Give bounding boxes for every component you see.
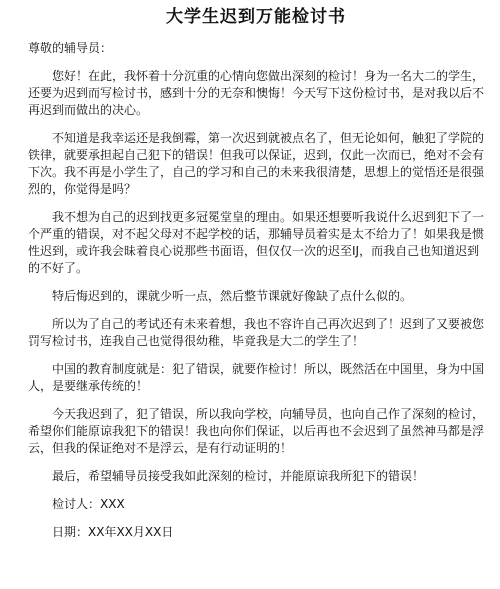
paragraph-6: 中国的教育制度就是：犯了错误，就要作检讨！所以，既然活在中国里，身为中国人，是要继承传统的！ <box>28 362 485 393</box>
paragraph-3: 我不想为自己的迟到找更多冠冕堂皇的理由。如果还想要听我说什么迟到犯下了一个严重的错误，对不起父母对不起学校的话，那辅导员着实是太不给力了！如果我是惯性迟到，或许我会昧着良心说那些书面语，但仅仅一次的迟至IJ，而我自己也知道迟到的不好了。 <box>28 210 485 275</box>
paragraph-2: 不知道是我幸运还是我倒霉，第一次迟到就被点名了，但无论如何，触犯了学院的铁律，就要承担起自己犯下的错误！但我可以保证，迟到，仅此一次而已，绝对不会有下次。我不再是小学生了，自己的学习和自己的未来我很清楚，思想上的觉悟还是很强烈的，你觉得是吗？ <box>28 131 485 196</box>
greeting: 尊敬的辅导员： <box>28 41 113 55</box>
date: 日期：XX年XX月XX日 <box>52 525 174 539</box>
signature: 检讨人：XXX <box>52 497 125 511</box>
paragraph-4: 特后悔迟到的，课就少听一点，然后整节课就好像缺了点什么似的。 <box>52 289 413 303</box>
paragraph-5: 所以为了自己的考试还有未来着想，我也不容许自己再次迟到了！迟到了又要被您罚写检讨书，连我自己也觉得很幼稚，毕竟我是大二的学生了！ <box>28 317 485 348</box>
paragraph-1: 您好！在此，我怀着十分沉重的心情向您做出深刻的检讨！身为一名大二的学生，还要为迟到而写检讨书，感到十分的无奈和懊悔！今天写下这份检讨书，是对我以后不再迟到而做出的决心。 <box>28 69 485 117</box>
document-title: 大学生迟到万能检讨书 <box>166 7 346 27</box>
paragraph-8: 最后，希望辅导员接受我如此深刻的检讨，并能原谅我所犯下的错误！ <box>52 469 425 483</box>
paragraph-7: 今天我迟到了，犯了错误，所以我向学校，向辅导员，也向自己作了深刻的检讨，希望你们能原谅我犯下的错误！我也向你们保证，以后再也不会迟到了虽然神马都是浮云，但我的保证绝对不是浮云，是有行动证明的！ <box>28 407 485 455</box>
